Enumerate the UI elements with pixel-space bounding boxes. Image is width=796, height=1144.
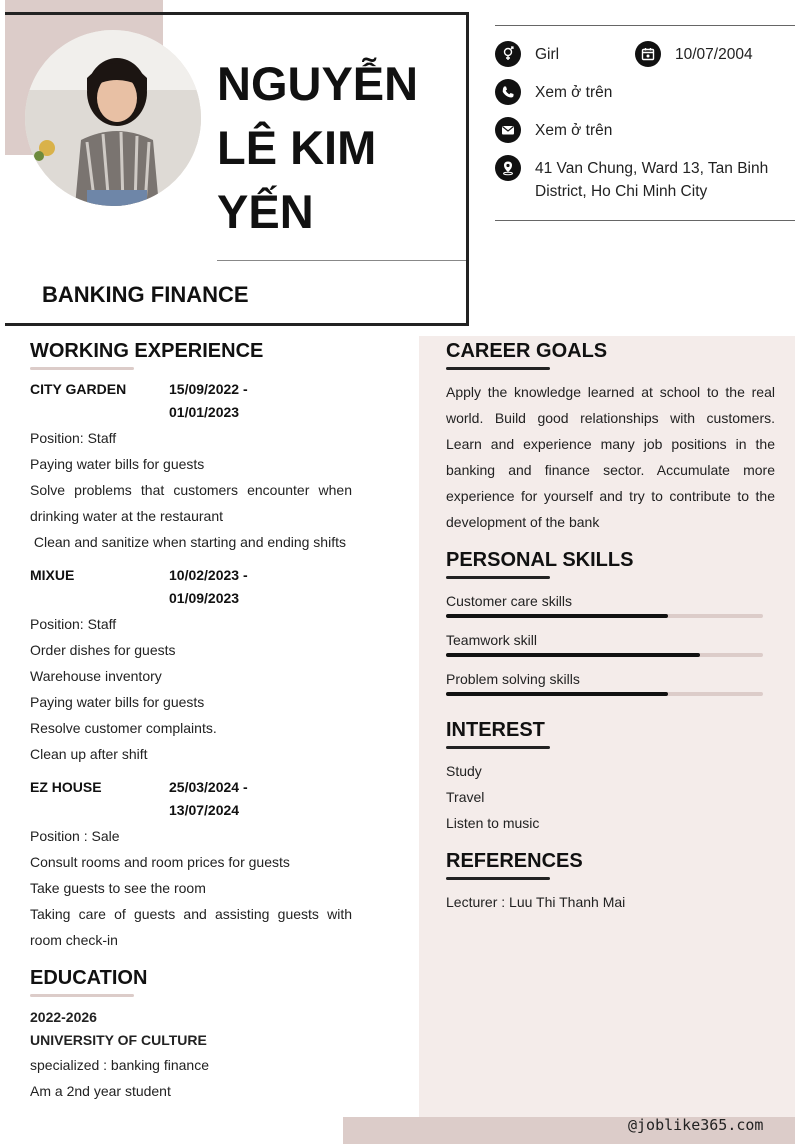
watermark: @joblike365.com bbox=[628, 1116, 764, 1134]
skill-bar-fill bbox=[446, 653, 700, 657]
skill-label: Customer care skills bbox=[446, 593, 573, 609]
job-dates: 10/02/2023 - 01/09/2023 bbox=[169, 567, 248, 606]
job-company: EZ HOUSE bbox=[30, 779, 102, 795]
interest-heading: INTEREST bbox=[446, 719, 545, 741]
career-goals-underline bbox=[446, 367, 550, 370]
skill-bar-track bbox=[446, 653, 763, 657]
interest-underline bbox=[446, 746, 550, 749]
skill-bar-track bbox=[446, 692, 763, 696]
calendar-icon bbox=[635, 41, 661, 67]
career-goals-text: Apply the knowledge learned at school to the real world. Build good relationships with customers. Learn and experience many job positions in the banking and finance sector. Accumulate more experience for yourself and try to contribute to the development of the bank bbox=[446, 384, 775, 530]
education-years: 2022-2026 bbox=[30, 1009, 97, 1025]
job-line: Paying water bills for guests bbox=[30, 694, 205, 710]
interest-item: Study bbox=[446, 763, 482, 779]
education-heading: EDUCATION bbox=[30, 967, 148, 989]
contact-top-divider bbox=[495, 25, 795, 26]
skill-bar-fill bbox=[446, 692, 668, 696]
education-note: Am a 2nd year student bbox=[30, 1083, 171, 1099]
job-line: Solve problems that customers encounter when drinking water at the restaurant bbox=[30, 482, 352, 524]
mail-icon bbox=[495, 117, 521, 143]
career-goals-heading: CAREER GOALS bbox=[446, 340, 608, 362]
job-title: BANKING FINANCE bbox=[42, 282, 249, 307]
job-dates: 15/09/2022 - 01/01/2023 bbox=[169, 381, 248, 420]
skill-label: Teamwork skill bbox=[446, 632, 538, 648]
job-company: CITY GARDEN bbox=[30, 381, 127, 397]
job-dates: 25/03/2024 - 13/07/2024 bbox=[169, 779, 248, 818]
location-icon bbox=[495, 155, 521, 181]
name-divider bbox=[217, 260, 466, 261]
candidate-name: NGUYỄN LÊ KIM YẾN bbox=[217, 57, 419, 238]
job-line: Clean up after shift bbox=[30, 746, 148, 762]
job-line: Clean and sanitize when starting and ending shifts bbox=[30, 534, 346, 550]
skills-underline bbox=[446, 576, 550, 579]
avatar bbox=[25, 30, 201, 206]
job-line: Taking care of guests and assisting guests with room check-in bbox=[30, 906, 352, 948]
job-company: MIXUE bbox=[30, 567, 75, 583]
phone-icon bbox=[495, 79, 521, 105]
gender-icon bbox=[495, 41, 521, 67]
experience-underline bbox=[30, 367, 134, 370]
skill-label: Problem solving skills bbox=[446, 671, 580, 687]
job-line: Position: Staff bbox=[30, 430, 117, 446]
job-line: Position: Staff bbox=[30, 616, 117, 632]
gender-value: Girl bbox=[535, 46, 560, 63]
interest-item: Travel bbox=[446, 789, 485, 805]
education-underline bbox=[30, 994, 134, 997]
skill-bar-track bbox=[446, 614, 763, 618]
interest-item: Listen to music bbox=[446, 815, 540, 831]
job-line: Resolve customer complaints. bbox=[30, 720, 217, 736]
job-line: Position : Sale bbox=[30, 828, 120, 844]
education-school: UNIVERSITY OF CULTURE bbox=[30, 1032, 207, 1048]
experience-heading: WORKING EXPERIENCE bbox=[30, 340, 264, 362]
job-line: Consult rooms and room prices for guests bbox=[30, 854, 290, 870]
job-line: Paying water bills for guests bbox=[30, 456, 205, 472]
contact-bottom-divider bbox=[495, 220, 795, 221]
references-text: Lecturer : Luu Thi Thanh Mai bbox=[446, 894, 626, 910]
avatar-photo bbox=[25, 30, 201, 206]
skills-heading: PERSONAL SKILLS bbox=[446, 549, 634, 571]
job-line: Order dishes for guests bbox=[30, 642, 176, 658]
address-value: 41 Van Chung, Ward 13, Tan Binh District, Ho Chi Minh City bbox=[535, 160, 769, 200]
references-heading: REFERENCES bbox=[446, 850, 583, 872]
education-major: specialized : banking finance bbox=[30, 1057, 210, 1073]
email-value: Xem ở trên bbox=[535, 122, 613, 139]
references-underline bbox=[446, 877, 550, 880]
skill-bar-fill bbox=[446, 614, 668, 618]
job-line: Warehouse inventory bbox=[30, 668, 162, 684]
phone-value: Xem ở trên bbox=[535, 84, 613, 101]
birthdate-value: 10/07/2004 bbox=[675, 46, 753, 63]
job-line: Take guests to see the room bbox=[30, 880, 206, 896]
